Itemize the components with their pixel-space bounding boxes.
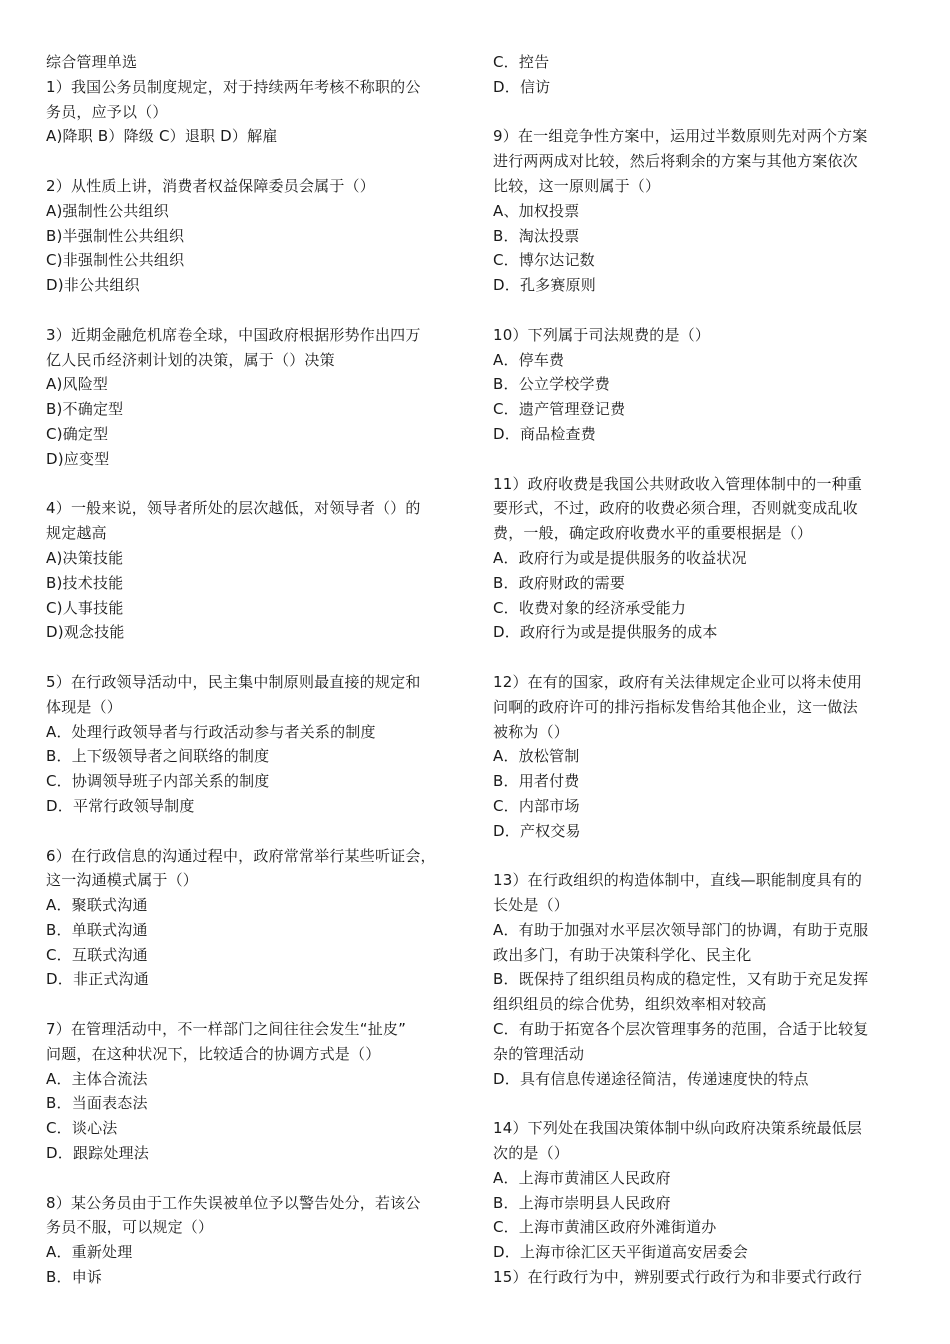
blank-line (493, 447, 907, 472)
right-text-line: B．上海市崇明县人民政府 (493, 1193, 671, 1212)
right-text-line: 进行两两成对比较，然后将剩余的方案与其他方案依次 (493, 152, 858, 171)
right-text-line: B．用者付费 (493, 772, 580, 791)
right-text-line: C．遗产管理登记费 (493, 400, 626, 419)
left-text-line: B)技术技能 (46, 573, 124, 592)
right-text-line: 费，一般，确定政府收费水平的重要根据是（） (493, 524, 813, 543)
right-text-line: A．放松管制 (493, 747, 580, 766)
right-text-line: 14）下列处在我国决策体制中纵向政府决策系统最低层 (493, 1119, 863, 1138)
right-text-line: C．博尔达记数 (493, 251, 595, 270)
blank-line (46, 149, 460, 174)
right-text-line: 9）在一组竞争性方案中，运用过半数原则先对两个方案 (493, 127, 868, 146)
left-text-line: 7）在管理活动中，不一样部门之间往往会发生“扯皮” (46, 1020, 407, 1039)
left-text-line: A．重新处理 (46, 1243, 133, 1262)
right-text-line: 次的是（） (493, 1144, 570, 1163)
right-text-line: 要形式，不过，政府的收费必须合理，否则就变成乱收 (493, 499, 858, 518)
right-text-line: B．既保持了组织组员构成的稳定性，又有助于充足发挥 (493, 970, 869, 989)
right-text-line: 组织组员的综合优势，组织效率相对较高 (493, 995, 767, 1014)
left-text-line: C．协调领导班子内部关系的制度 (46, 772, 270, 791)
blank-line (493, 100, 907, 125)
right-text-line: C．有助于拓宽各个层次管理事务的范围，合适于比较复 (493, 1020, 869, 1039)
left-text-line: D)应变型 (46, 449, 110, 468)
right-text-line: B．淘汰投票 (493, 226, 580, 245)
left-text-line: 这一沟通模式属于（） (46, 871, 199, 890)
left-text-line: 规定越高 (46, 524, 107, 543)
blank-line (46, 819, 460, 844)
right-text-line: D．上海市徐汇区天平街道高安居委会 (493, 1243, 748, 1262)
left-text-line: 8）某公务员由于工作失误被单位予以警告处分，若该公 (46, 1193, 421, 1212)
right-text-line: D．具有信息传递途径简洁，传递速度快的特点 (493, 1069, 809, 1088)
right-text-line: 10）下列属于司法规费的是（） (493, 325, 711, 344)
left-text-line: B．当面表态法 (46, 1094, 148, 1113)
right-text-line: A．停车费 (493, 350, 565, 369)
right-text-line: D．孔多赛原则 (493, 276, 596, 295)
right-text-line: 杂的管理活动 (493, 1044, 585, 1063)
left-column (46, 50, 460, 1290)
left-text-line: 务员，应予以（） (46, 102, 168, 121)
left-text-line: 务员不服，可以规定（） (46, 1218, 214, 1237)
right-text-line: 政出多门，有助于决策科学化、民主化 (493, 945, 752, 964)
right-text-line: A、加权投票 (493, 201, 580, 220)
left-text-line: D)非公共组织 (46, 276, 140, 295)
left-text-line: C)确定型 (46, 424, 109, 443)
right-text-line: 长处是（） (493, 896, 570, 915)
right-text-line: 11）政府收费是我国公共财政收入管理体制中的一种重 (493, 474, 863, 493)
left-text-line: 亿人民币经济刺计划的决策，属于（）决策 (46, 350, 335, 369)
right-text-line: 问啊的政府许可的排污指标发售给其他企业，这一做法 (493, 697, 858, 716)
left-text-line: 5）在行政领导活动中，民主集中制原则最直接的规定和 (46, 672, 421, 691)
right-text-line: 15）在行政行为中，辨别要式行政行为和非要式行政行 (493, 1268, 863, 1287)
left-text-line: B．单联式沟通 (46, 920, 148, 939)
left-text-line: B．申诉 (46, 1268, 103, 1287)
left-text-line: A．主体合流法 (46, 1069, 148, 1088)
blank-line (46, 645, 460, 670)
right-text-line: B．政府财政的需要 (493, 573, 626, 592)
blank-line (493, 298, 907, 323)
left-text-line: C．谈心法 (46, 1119, 118, 1138)
right-text-line: C．收费对象的经济承受能力 (493, 598, 687, 617)
left-text-line: B)不确定型 (46, 400, 124, 419)
blank-line (46, 1166, 460, 1191)
right-text-line: B．公立学校学费 (493, 375, 610, 394)
left-text-line: 3）近期金融危机席卷全球，中国政府根据形势作出四万 (46, 325, 421, 344)
right-column (493, 50, 907, 1290)
left-text-line: A)强制性公共组织 (46, 201, 169, 220)
left-text-line: 1）我国公务员制度规定，对于持续两年考核不称职的公 (46, 77, 421, 96)
left-text-line: B．上下级领导者之间联络的制度 (46, 747, 270, 766)
right-text-line: C．内部市场 (493, 796, 580, 815)
left-text-line: A．聚联式沟通 (46, 896, 148, 915)
right-text-line: D．商品检查费 (493, 424, 596, 443)
left-text-line: C)非强制性公共组织 (46, 251, 185, 270)
blank-line (46, 472, 460, 497)
right-text-line: A．有助于加强对水平层次领导部门的协调，有助于克服 (493, 920, 869, 939)
right-text-line: A．上海市黄浦区人民政府 (493, 1168, 671, 1187)
right-text-line: D．政府行为或是提供服务的成本 (493, 623, 718, 642)
left-text-line: 2）从性质上讲，消费者权益保障委员会属于（） (46, 176, 375, 195)
left-text-line: 4）一般来说，领导者所处的层次越低，对领导者（）的 (46, 499, 421, 518)
blank-line (493, 645, 907, 670)
left-text-line: D．非正式沟通 (46, 970, 149, 989)
blank-line (46, 298, 460, 323)
left-text-line: C．互联式沟通 (46, 945, 148, 964)
right-text-line: D．信访 (493, 77, 551, 96)
left-text-line: 6）在行政信息的沟通过程中，政府常常举行某些听证会， (46, 846, 436, 865)
right-text-line: C．上海市黄浦区政府外滩街道办 (493, 1218, 717, 1237)
right-text-line: 12）在有的国家，政府有关法律规定企业可以将未使用 (493, 672, 863, 691)
left-text-line: A)风险型 (46, 375, 109, 394)
left-text-line: 问题，在这种状况下，比较适合的协调方式是（） (46, 1044, 381, 1063)
left-text-line: 综合管理单选 (46, 53, 138, 71)
left-text-line: C)人事技能 (46, 598, 124, 617)
right-text-line: 被称为（） (493, 722, 570, 741)
blank-line (493, 844, 907, 869)
right-text-line: 比较，这一原则属于（） (493, 176, 661, 195)
left-text-line: D)观念技能 (46, 623, 125, 642)
left-text-line: D．平常行政领导制度 (46, 796, 195, 815)
left-text-line: D．跟踪处理法 (46, 1144, 149, 1163)
right-text-line: D．产权交易 (493, 821, 581, 840)
left-text-line: B)半强制性公共组织 (46, 226, 185, 245)
right-text-line: A．政府行为或是提供服务的收益状况 (493, 548, 747, 567)
blank-line (46, 992, 460, 1017)
right-text-line: C．控告 (493, 53, 550, 71)
right-text-line: 13）在行政组织的构造体制中，直线—职能制度具有的 (493, 871, 863, 890)
left-text-line: A)降职 B）降级 C）退职 D）解雇 (46, 127, 278, 146)
left-text-line: 体现是（） (46, 697, 123, 716)
left-text-line: A．处理行政领导者与行政活动参与者关系的制度 (46, 722, 376, 741)
blank-line (493, 1091, 907, 1116)
left-text-line: A)决策技能 (46, 548, 124, 567)
